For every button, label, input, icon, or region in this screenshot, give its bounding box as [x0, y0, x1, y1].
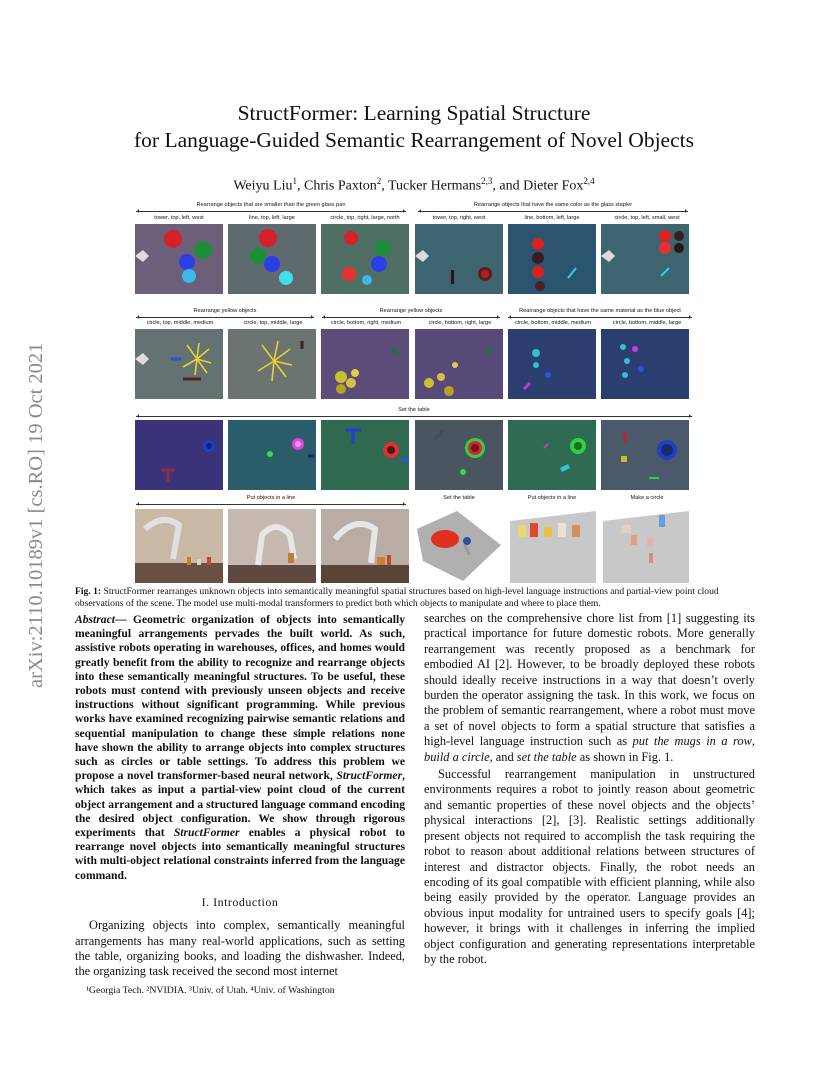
row1-group-right: Rearrange objects that have the same color as the glass stapler [473, 202, 633, 208]
row2-panel6-image [601, 329, 689, 399]
row2-panel3-label: circle, bottom, right, medium [330, 320, 402, 326]
author-4-affil: 2,4 [583, 176, 595, 186]
row2-panel4-label: circle, bottom, right, large [428, 320, 492, 326]
row2-panel3-image [321, 329, 409, 399]
right-p1-text-a: searches on the comprehensive chore list from [1] suggesting its practical importance for future domestic robots. More generally rearrangement was recently proposed as a benchmark for embodied AI [2]. However, to be broadly deployed these robots should ideally receive instructions in a way that doesn’t overly burden the operator assigning the task. In this work, we focus on the problem of semantic rearrangement, where a robot must move a set of novel objects to form a spatial structure that satisfies a high-level language instruction such as [424, 611, 755, 749]
right-paragraph-2: Successful rearrangement manipulation in unstructured environments requires a robot to jointly reason about geometric and semantic properties of these novel objects and the objects’ physical interactions [2], [3]. Realistic settings additionally present objects not required to accomplish the task requiring the robot to reason about additional relations between structures of interest and distractor objects. Finally, the robot needs an encoding of its goal compatible with efficient planning, while also being easily provided by the operator. Language provides an obvious input modality for untrained users to specify goals [4]; however, it brings with it challenges in inferring the implied object configuration and generating representations interpretable by the robot. [424, 767, 755, 966]
row2-group-3: Rearrange objects that have the same material as the blue object [519, 308, 681, 314]
author-1: Weiyu Liu [233, 178, 293, 194]
row4-pointcloud-circle [601, 509, 689, 583]
row3-panel3-image [321, 420, 409, 490]
right-p1-text-d: as shown in Fig. 1. [576, 749, 674, 764]
row3-panel6-image [601, 420, 689, 490]
intro-paragraph-1: Organizing objects into complex, semantically meaningful arrangements has many real-world applications, such as setting the table, organizing books, and loading the dishwasher. Indeed, the organizing task received the second most internet [75, 918, 405, 979]
caption-text: StructFormer rearranges unknown objects into semantically meaningful spatial structures based on high-level language instructions and partial-view point cloud observations of the scene. The model use multi-modal transformers to predict both which objects to manipulate and where to place them. [75, 586, 719, 609]
row3-panel5-image [508, 420, 596, 490]
row1-panel2-label: line, top, left, large [249, 215, 295, 221]
row1-group-left: Rearrange objects that are smaller than the green glass pan [196, 202, 346, 208]
author-2-affil: 2 [376, 176, 382, 186]
row1-panel1-image [135, 224, 223, 294]
row2-panel2-image [228, 329, 316, 399]
left-column [75, 613, 405, 980]
example-mugs-row: put the mugs in a row [632, 734, 752, 749]
row1-panel4-image [415, 224, 503, 294]
author-3-affil: 2,3 [481, 176, 493, 186]
row4-robot-photo-3 [321, 509, 409, 583]
title-line-1: StructFormer: Learning Spatial Structure [237, 101, 591, 125]
row2-panel1-label: circle, top, middle, medium [146, 320, 214, 326]
row2-panel6-label: circle, bottom, middle, large [612, 320, 682, 326]
row1-panel5-image [508, 224, 596, 294]
right-column [424, 611, 755, 967]
row3-group: Set the table [398, 407, 430, 413]
row2-panel5-image [508, 329, 596, 399]
author-3: , Tucker Hermans [381, 178, 482, 194]
author-list [60, 176, 768, 195]
row1-panel3-label: circle, top, right, large, north [330, 215, 400, 221]
row2-group-2: Rearrange yellow objects [379, 308, 443, 314]
right-p1-text-b: , [751, 734, 755, 749]
abstract-model-name: StructFormer [336, 769, 403, 783]
row1-panel3-image [321, 224, 409, 294]
section-heading-introduction: I. Introduction [201, 894, 279, 909]
row2-panel2-label: circle, top, middle, large [243, 320, 303, 326]
row2-group-1: Rearrange yellow objects [193, 308, 257, 314]
abstract-text-1: — Geometric organization of objects into semantically meaningful arrangements pervades the built world. As such, assistive robots operating in warehouses, offices, and homes would greatly benefit from the ability to recognize and rearrange objects into these semantically meaningful structures. To be useful, these robots must contend with previously unseen objects and receive instructions without significant programming. While previous works have examined recognizing pairwise semantic relations and sequential manipulation to change these simple relations none have shown the ability to arrange objects into complex structures such as circles or table settings. To address this problem we propose a novel transformer-based neural network, [75, 613, 405, 783]
right-p1-text-c: , and [489, 749, 517, 764]
figure-caption [75, 586, 765, 610]
row1-panel5-label: line, bottom, left, large [524, 215, 580, 221]
row2-panel4-image [415, 329, 503, 399]
row1-panel2-image [228, 224, 316, 294]
row4-label-line: Put objects in a line [527, 495, 577, 501]
row2-panel5-label: circle, bottom, middle, medium [515, 320, 591, 326]
example-set-table: set the table [516, 749, 577, 764]
row4-robot-photo-2 [228, 509, 316, 583]
example-build-circle: build a circle [424, 749, 490, 764]
affiliation-footnote: ¹Georgia Tech. ²NVIDIA. ³Univ. of Utah. ⁴Univ. of Washington [86, 985, 335, 996]
paper-title [60, 100, 768, 154]
author-1-affil: 1 [292, 176, 297, 186]
arxiv-stamp [6, 290, 56, 690]
row1-panel6-label: circle, top, left, small, west [614, 215, 680, 221]
row4-label-circle: Make a circle [630, 495, 664, 501]
row1-panel1-label: tower, top, left, west [154, 215, 204, 221]
row1-panel6-image [601, 224, 689, 294]
row2-panel1-image [135, 329, 223, 399]
abstract-label: Abstract [75, 613, 115, 626]
abstract-text-3: enables a physical robot to rearrange novel objects into semantically meaningful structures with multi-object relational constraints inferred from the language command. [75, 826, 406, 882]
abstract [75, 613, 405, 883]
row4-pointcloud-line [508, 509, 596, 583]
author-2: , Chris Paxton [296, 178, 377, 194]
abstract-model-name-2: StructFormer [173, 826, 240, 840]
row3-panel1-image [135, 420, 223, 490]
row4-group-left: Put objects in a line [246, 495, 296, 501]
row3-panel4-image [415, 420, 503, 490]
row3-panel2-image [228, 420, 316, 490]
row4-label-set-table: Set the table [443, 495, 475, 501]
arxiv-id: arXiv:2110.10189v1 [cs.RO] 19 Oct 2021 [25, 342, 47, 688]
row4-robot-photo-1 [135, 509, 223, 583]
right-paragraph-1 [424, 611, 755, 765]
abstract-text-2: , which takes as input a partial-view point cloud of the current object arrangement and a structured language command encoding the desired object configuration. We show through rigorous experiments that [75, 769, 405, 840]
caption-label: Fig. 1: [75, 586, 102, 597]
row4-pointcloud-set-table [415, 509, 503, 583]
row1-panel4-label: tower, top, right, west [432, 215, 486, 221]
author-4: , and Dieter Fox [492, 178, 584, 194]
title-line-2: for Language-Guided Semantic Rearrangement of Novel Objects [134, 128, 694, 152]
